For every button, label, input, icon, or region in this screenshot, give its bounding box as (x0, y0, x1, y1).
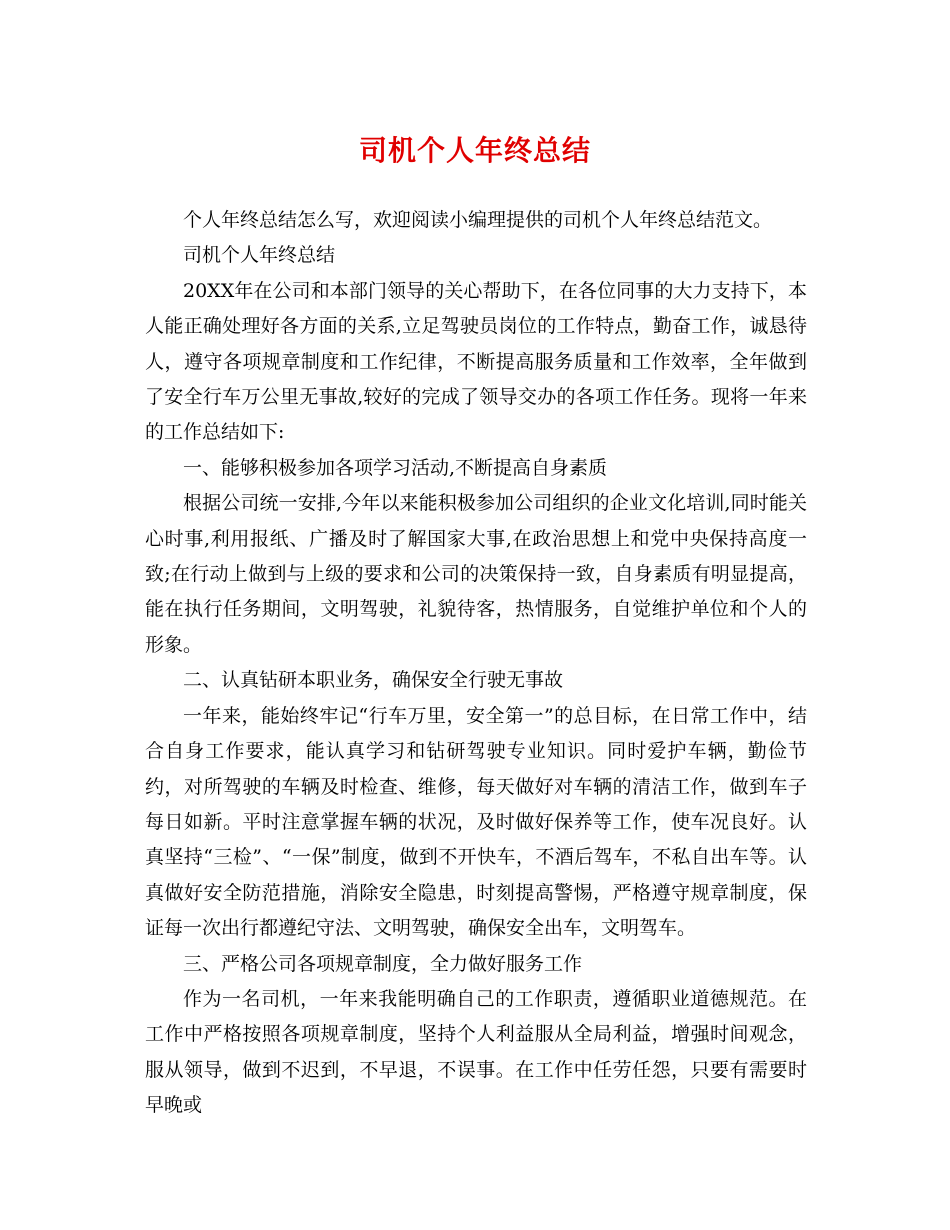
section-heading-1: 一、能够积极参加各项学习活动,不断提高自身素质 (183, 456, 608, 479)
paragraph-section-3: 作为一名司机，一年来我能明确自己的工作职责，遵循职业道德规范。在工作中严格按照各项规章制度，坚持个人利益服从全局利益，增强时间观念，服从领导，做到不迟到，不早退，不误事。在工作中任劳任怨，只要有需要时早晚或 (145, 987, 807, 1117)
section-heading-2: 二、认真钻研本职业务，确保安全行驶无事故 (183, 669, 564, 692)
document-body (145, 203, 807, 1124)
document-title: 司机个人年终总结 (358, 134, 591, 167)
section-heading-3: 三、严格公司各项规章制度，全力做好服务工作 (183, 952, 583, 975)
paragraph-section-2: 一年来，能始终牢记“行车万里，安全第一”的总目标，在日常工作中，结合自身工作要求，能认真学习和钻研驾驶专业知识。同时爱护车辆，勤俭节约，对所驾驶的车辆及时检查、维修，每天做好对车辆的清洁工作，做到车子每日如新。平时注意掌握车辆的状况，及时做好保养等工作，使车况良好。认真坚持“三检”、“一保”制度，做到不开快车，不酒后驾车，不私自出车等。认真做好安全防范措施，消除安全隐患，时刻提高警惕，严格遵守规章制度，保证每一次出行都遵纪守法、文明驾驶，确保安全出车，文明驾车。 (145, 704, 807, 940)
paragraph-intro: 个人年终总结怎么写，欢迎阅读小编理提供的司机个人年终总结范文。 (183, 209, 773, 231)
paragraph-overview: 20XX年在公司和本部门领导的关心帮助下，在各位同事的大力支持下，本人能正确处理好各方面的关系,立足驾驶员岗位的工作特点，勤奋工作，诚恳待人，遵守各项规章制度和工作纪律，不断提高服务质量和工作效率，全年做到了安全行车万公里无事故,较好的完成了领导交办的各项工作任务。现将一年来的工作总结如下: (145, 279, 807, 444)
paragraph-subtitle: 司机个人年终总结 (183, 244, 336, 267)
paragraph-section-1: 根据公司统一安排,今年以来能积极参加公司组织的企业文化培训,同时能关心时事,利用报纸、广播及时了解国家大事,在政治思想上和党中央保持高度一致;在行动上做到与上级的要求和公司的决策保持一致，自身素质有明显提高，能在执行任务期间，文明驾驶，礼貌待客，热情服务，自觉维护单位和个人的形象。 (145, 492, 807, 656)
